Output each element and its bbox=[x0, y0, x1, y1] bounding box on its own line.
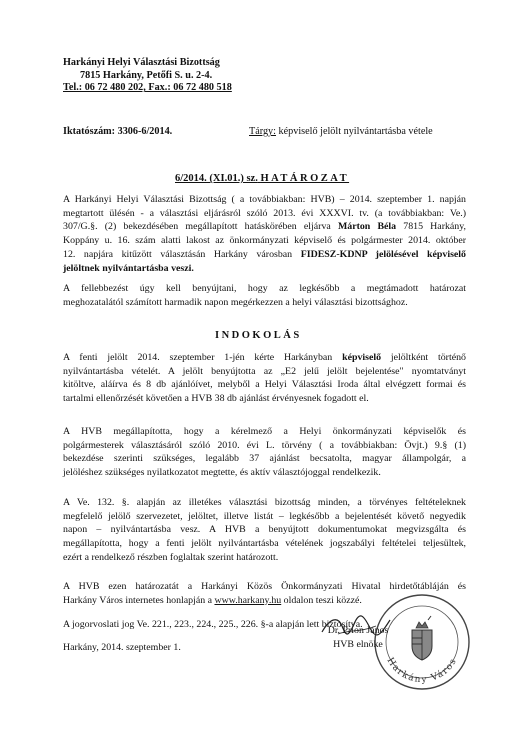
para3-line4: tartalmi ellenőrzését követően a HVB 38 db ajánlást érvényesnek fogadott el. bbox=[63, 393, 369, 405]
decision-title bbox=[175, 173, 349, 184]
candidate-name: Márton Béla bbox=[337, 221, 397, 233]
para2-line2: meghozatalától számított harmadik napon megérkezzen a helyi választási bizottsághoz. bbox=[63, 296, 408, 308]
para3-line1-end: jelöltként történő bbox=[381, 352, 466, 363]
para1-line3 bbox=[63, 220, 466, 234]
para5-line1: A Ve. 132. §. alapján az illetékes választási bizottság minden, a törvényes feltételeknek bbox=[63, 497, 466, 508]
seal-text: Harkány Város bbox=[384, 656, 460, 686]
para3-line2: nyilvántartásba vételét. A jelölt benyújtotta az „E2 jelű jelölt bejelentése" nyomtatványt bbox=[63, 365, 466, 377]
org-address: 7815 Harkány, Petőfi S. u. 2-4. bbox=[80, 69, 213, 81]
para1-line6: jelöltnek nyilvántartásba veszi. bbox=[63, 262, 194, 274]
nominating-party: FIDESZ-KDNP jelölésével képviselő bbox=[300, 248, 466, 260]
decision-word: HATÁROZAT bbox=[260, 173, 350, 184]
para4-line4: jelöléshez szükséges nyilatkozatot megtette, és aktív választójoggal rendelkezik. bbox=[63, 467, 381, 479]
para3-line1 bbox=[63, 351, 466, 365]
signer-name: Dr. Prion János bbox=[327, 625, 389, 636]
para5-line3: napon – nyilvántartásba vesz. A HVB a benyújtott dokumentumokat megvizsgálta és bbox=[63, 524, 466, 536]
para1-line4: Koppány u. 16. szám alatti lakost az önkormányzati képviselő és polgármester 2014. október bbox=[63, 235, 466, 247]
para1-line1: A Harkányi Helyi Választási Bizottság ( a továbbiakban: HVB) – 2014. szeptember 1. napján bbox=[63, 194, 466, 205]
org-name: Harkányi Helyi Választási Bizottság bbox=[63, 57, 220, 68]
para3-candidate-type: képviselő bbox=[342, 352, 382, 363]
para4-line1: A HVB megállapította, hogy a kérelmező a Helyi önkormányzati képviselők és bbox=[63, 426, 466, 437]
para1-line3-text: 307/G.§. (2) bekezdésében megállapított hatáskörében eljárva bbox=[63, 221, 338, 233]
para3-line1-text: A fenti jelölt 2014. szeptember 1-jén kérte Harkányban bbox=[63, 352, 343, 363]
org-phone-fax: Tel.: 06 72 480 202, Fax.: 06 72 480 518 bbox=[63, 82, 232, 93]
date-place: Harkány, 2014. szeptember 1. bbox=[63, 642, 181, 653]
para6-line2-text: Harkány Város internetes honlapján a bbox=[63, 594, 215, 606]
para6-line2-end: oldalon teszi közzé. bbox=[281, 594, 362, 606]
para1-line3-address: 7815 Harkány, bbox=[396, 221, 467, 233]
appeal-paragraph bbox=[63, 282, 466, 309]
reference-number: Iktatószám: 3306-6/2014. bbox=[63, 126, 173, 137]
para6-line1: A HVB ezen határozatát a Harkányi Közös Önkormányzati Hivatal hirdetőtábláján és bbox=[63, 581, 466, 592]
subject-label: Tárgy: bbox=[249, 126, 276, 137]
signer-role: HVB elnöke bbox=[333, 638, 383, 650]
legal-remedy-line: A jogorvoslati jog Ve. 221., 223., 224., 225., 226. §-a alapján lett biztosítva. bbox=[63, 619, 363, 630]
reasoning-title: INDOKOLÁS bbox=[215, 330, 302, 341]
reasoning-paragraph-2 bbox=[63, 425, 466, 480]
signature-block bbox=[318, 624, 398, 651]
para4-line3: bekezdése szerinti szükséges, legalább 37 ajánlást becsatolta, magyar állampolgár, a bbox=[63, 453, 466, 465]
para2-line1: A fellebbezést úgy kell benyújtani, hogy az legkésőbb a megtámadott határozat bbox=[63, 283, 466, 294]
para5-line4: megállapította, hogy a fenti jelölt nyilvántartásba vételének jogszabályi feltételei teljesültek, bbox=[63, 538, 466, 550]
subject-line bbox=[249, 126, 433, 139]
para5-line5: ezért a rendelkező részben foglaltak szerint határozott. bbox=[63, 551, 279, 563]
para5-line2: megfelelő jelölő szervezetet, jelöltet, illetve listát – legkésőbb a bejelentését követő negyedik bbox=[63, 510, 466, 522]
subject-text: képviselő jelölt nyilvántartásba vétele bbox=[275, 126, 433, 137]
decision-number: 6/2014. (XI.01.) sz. bbox=[175, 173, 258, 184]
coat-of-arms-icon bbox=[412, 616, 432, 660]
decision-paragraph bbox=[63, 193, 466, 275]
reasoning-paragraph-3 bbox=[63, 496, 466, 565]
letterhead bbox=[63, 57, 232, 95]
reasoning-paragraph-1 bbox=[63, 351, 466, 406]
para3-line3: kitöltve, aláírva és 8 db ajánlóívet, melyből a Helyi Választási Iroda által elvégzett formai és bbox=[63, 379, 466, 391]
para4-line2: polgármesterek választásáról szóló 2010. évi L. törvény ( a továbbiakban: Övjt.) 9.§ (1) bbox=[63, 439, 466, 451]
website-link[interactable]: www.harkany.hu bbox=[214, 594, 282, 606]
para1-line2: megtartott ülésén - a választási eljárásról szóló 2013. évi XXXVI. tv. (a továbbiakban: Ve.) bbox=[63, 207, 466, 219]
para1-line5 bbox=[63, 248, 466, 262]
para1-line5-text: 12. napjára kitűzött választásán Harkány városban bbox=[63, 248, 301, 260]
